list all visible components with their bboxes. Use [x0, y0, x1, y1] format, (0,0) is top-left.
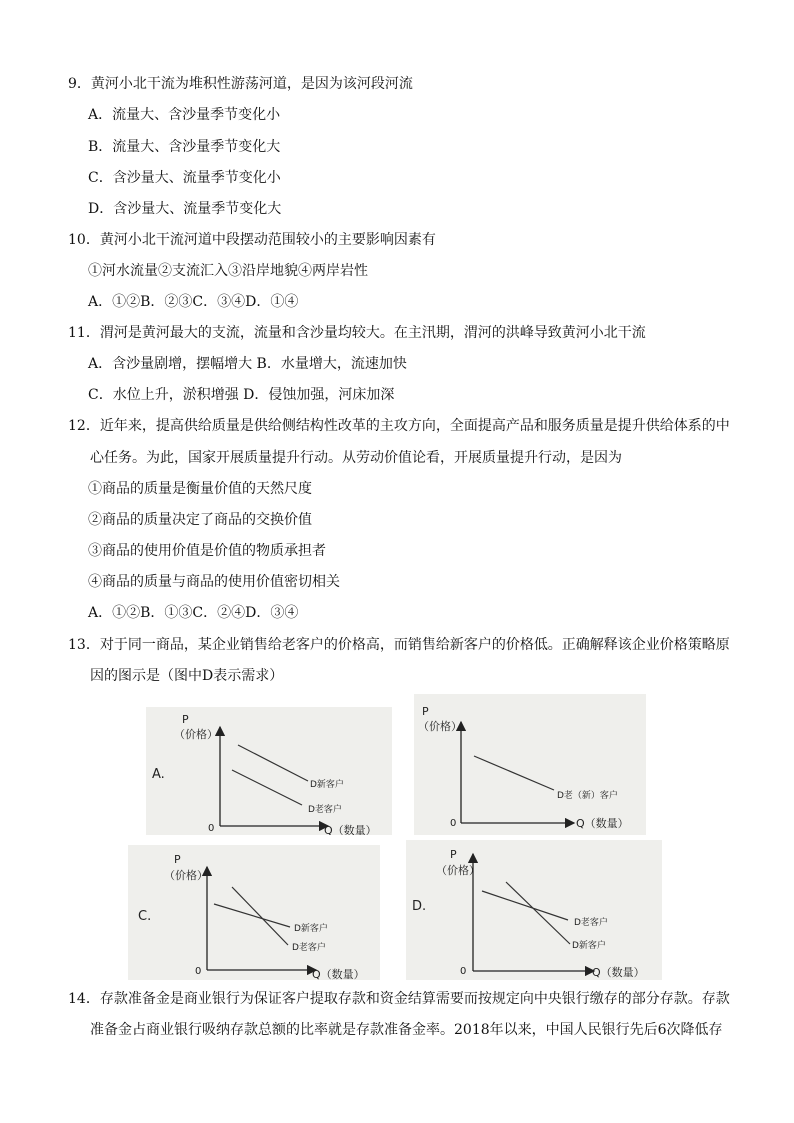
x-axis-label: Q（数量）	[592, 966, 645, 979]
q14-stem-line1: 14．存款准备金是商业银行为保证客户提取存款和资金结算需要而按规定向中央银行缴存的部分存款。存款	[68, 991, 730, 1007]
y-axis-unit: （价格）	[436, 864, 480, 877]
curve-label-new-customer: D新客户	[294, 924, 328, 934]
y-axis-label: P	[174, 853, 181, 866]
origin-label: 0	[450, 818, 457, 829]
demand-curve	[474, 756, 554, 790]
figure-letter: C.	[138, 909, 152, 924]
origin-label: 0	[195, 966, 202, 977]
q12-statement-3: ③商品的使用价值是价值的物质承担者	[88, 543, 326, 559]
figure-letter: A.	[152, 767, 165, 782]
y-axis-label: P	[422, 705, 429, 718]
demand-figure-b	[414, 694, 646, 835]
x-axis-label: Q（数量）	[576, 817, 629, 830]
curve-label-old-customer: D老客户	[292, 943, 326, 953]
demand-figure-a	[146, 707, 392, 835]
q14-stem-line2: 准备金占商业银行吸纳存款总额的比率就是存款准备金率。2018年以来，中国人民银行先后6次降低存	[90, 1022, 723, 1038]
curve-label: D老（新）客户	[557, 791, 618, 801]
q10-factors: ①河水流量②支流汇入③沿岸地貌④两岸岩性	[88, 263, 368, 279]
curve-label-new-customer: D新客户	[310, 780, 344, 790]
demand-curve-new-customer	[506, 882, 570, 944]
x-axis-label: Q（数量）	[324, 824, 377, 835]
origin-label: 0	[208, 823, 215, 834]
curve-label-old-customer: D老客户	[308, 805, 342, 815]
y-axis-label: P	[182, 713, 189, 726]
q11-options-line2: C．水位上升，淤积增强 D．侵蚀加强，河床加深	[88, 387, 395, 403]
q10-options: A．①②B．②③C．③④D．①④	[88, 294, 299, 310]
q9-option-a: A．流量大、含沙量季节变化小	[88, 107, 281, 123]
y-axis-unit: （价格）	[418, 720, 462, 733]
demand-figure-c	[128, 845, 380, 980]
q9-option-c: C．含沙量大、流量季节变化小	[88, 170, 281, 186]
demand-curve-old-customer	[482, 891, 568, 920]
x-axis-label: Q（数量）	[312, 968, 365, 980]
q12-statement-1: ①商品的质量是衡量价值的天然尺度	[88, 481, 312, 497]
q12-stem-line1: 12．近年来，提高供给质量是供给侧结构性改革的主攻方向，全面提高产品和服务质量是提升供给体系的中	[68, 418, 730, 434]
q12-options: A．①②B．①③C．②④D．③④	[88, 605, 299, 621]
y-axis-label: P	[450, 848, 457, 861]
y-axis-unit: （价格）	[164, 869, 208, 882]
origin-label: 0	[460, 966, 467, 977]
q9-stem: 9．黄河小北干流为堆积性游荡河道，是因为该河段河流	[68, 76, 413, 92]
demand-curve-new-customer	[238, 745, 308, 781]
q13-stem-line1: 13．对于同一商品，某企业销售给老客户的价格高，而销售给新客户的价格低。正确解释该企业价格策略原	[68, 637, 730, 653]
q11-stem: 11．渭河是黄河最大的支流，流量和含沙量均较大。在主汛期，渭河的洪峰导致黄河小北干流	[68, 325, 646, 341]
q9-option-b: B．流量大、含沙量季节变化大	[88, 139, 281, 155]
q12-statement-4: ④商品的质量与商品的使用价值密切相关	[88, 574, 340, 590]
q13-stem-line2: 因的图示是（图中D表示需求）	[90, 668, 284, 684]
curve-label-old-customer: D老客户	[574, 918, 608, 928]
figure-letter: D.	[412, 899, 427, 914]
y-axis-unit: （价格）	[174, 728, 218, 741]
q12-stem-line2: 心任务。为此，国家开展质量提升行动。从劳动价值论看，开展质量提升行动，是因为	[90, 450, 622, 466]
q9-option-d: D．含沙量大、流量季节变化大	[88, 201, 282, 217]
demand-figure-d	[406, 840, 662, 980]
demand-curve-old-customer	[232, 770, 302, 805]
q12-statement-2: ②商品的质量决定了商品的交换价值	[88, 512, 312, 528]
curve-label-new-customer: D新客户	[572, 941, 606, 951]
demand-curve-old-customer	[232, 887, 288, 945]
q10-stem: 10．黄河小北干流河道中段摆动范围较小的主要影响因素有	[68, 232, 436, 248]
q11-options-line1: A．含沙量剧增，摆幅增大 B．水量增大，流速加快	[88, 356, 407, 372]
